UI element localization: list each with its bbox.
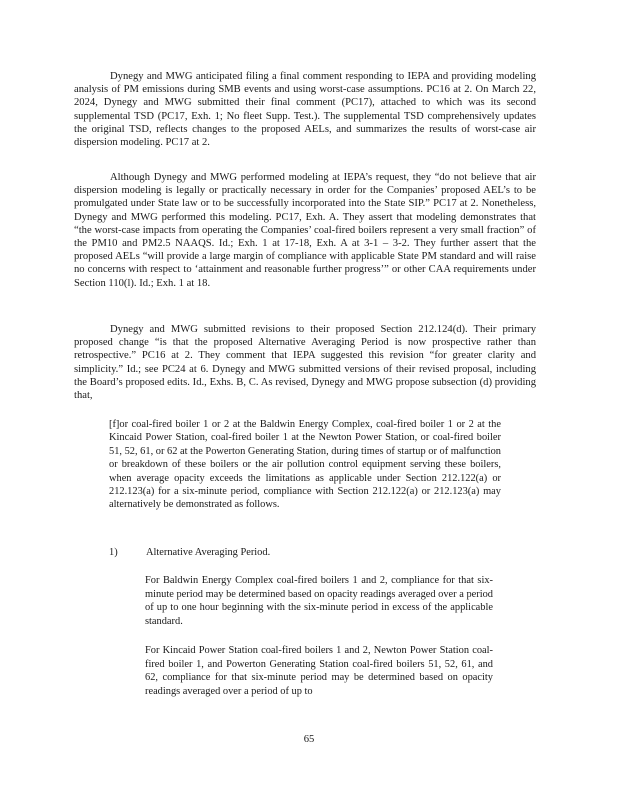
page-number: 65 — [303, 734, 315, 745]
sub-paragraph-baldwin: For Baldwin Energy Complex coal-fired boilers 1 and 2, compliance for that six-minute period may be determined based on opacity readings averaged over a period of up to one hour beginning with the six-minute period in excess of the applicable standard. — [145, 575, 493, 627]
paragraph-modeling — [74, 171, 536, 290]
block-quote-subsection-d: [f]or coal-fired boiler 1 or 2 at the Baldwin Energy Complex, coal-fired boiler 1 or 2 at the Kincaid Power Station, coal-fired boiler 1 at the Newton Power Station, or coal-fired boiler 51, 52, 61, or 62 at the Powerton Generating Station, during times of startup or of malfunction or breakdown of these boilers or the air pollution control equipment serving these boilers, when average opacity exceeds the limitations as applicable under Section 212.122(a) or 212.123(a) for a six-minute period, compliance with Section 212.122(a) or 212.123(a) may alternatively be demonstrated as follows. — [109, 419, 501, 511]
paragraph-revisions — [74, 323, 536, 402]
list-item-alternative-averaging — [109, 546, 501, 559]
paragraph-final-comment-text: Dynegy and MWG anticipated filing a final comment responding to IEPA and providing modeling analysis of PM emissions during SMB events and using worst-case assumptions. PC16 at 2. On March 22, 2024, Dynegy and MWG submitted their final comment (PC17), attached to which was its second supplemental TSD (PC17, Exh. 1; No fleet Supp. Test.). The supplemental TSD comprehensively updates the original TSD, reflects changes to the proposed AELs, and summarizes the results of worst-case air dispersion modeling. PC17 at 2. — [74, 71, 536, 149]
list-item-label: Alternative Averaging Period. — [146, 547, 271, 558]
paragraph-revisions-text: Dynegy and MWG submitted revisions to their proposed Section 212.124(d). Their primary proposed change “is that the proposed Alternative Averaging Period is now prospective rather than retrospective.” PC16 at 2. They comment that IEPA suggested this revision “for greater clarity and simplicity.” Id.; see PC24 at 6. Dynegy and MWG submitted versions of their revised proposal, including the Board’s proposed edits. Id., Exhs. B, C. As revised, Dynegy and MWG propose subsection (d) providing that, — [74, 324, 536, 402]
list-item-number: 1) — [109, 547, 118, 558]
paragraph-modeling-text: Although Dynegy and MWG performed modeling at IEPA’s request, they “do not believe that air dispersion modeling is legally or practically necessary in order for the Companies’ proposed AEL’s to be promulgated under State law or to be successfully incorporated into the State SIP.” PC17 at 2. Nonetheless, Dynegy and MWG performed this modeling. PC17, Exh. A. They assert that modeling demonstrates that “the worst-case impacts from operating the Companies’ coal-fired boilers represent a very small fraction” of the PM10 and PM2.5 NAAQS. Id.; Exh. 1 at 17-18, Exh. A at 3-1 – 3-2. They further assert that the proposed AELs “will provide a large margin of compliance with applicable State PM standard and will raise no concerns with respect to ‘attainment and reasonable further progress’” or other CAA requirements under Section 110(l). Id.; Exh. 1 at 18. — [74, 172, 536, 289]
sub-paragraph-kincaid-newton-powerton: For Kincaid Power Station coal-fired boilers 1 and 2, Newton Power Station coal-fired boiler 1, and Powerton Generating Station coal-fired boilers 51, 52, 61, and 62, compliance for that six-minute period may be determined based on opacity readings averaged over a period of up to — [145, 645, 493, 697]
paragraph-final-comment — [74, 70, 536, 149]
